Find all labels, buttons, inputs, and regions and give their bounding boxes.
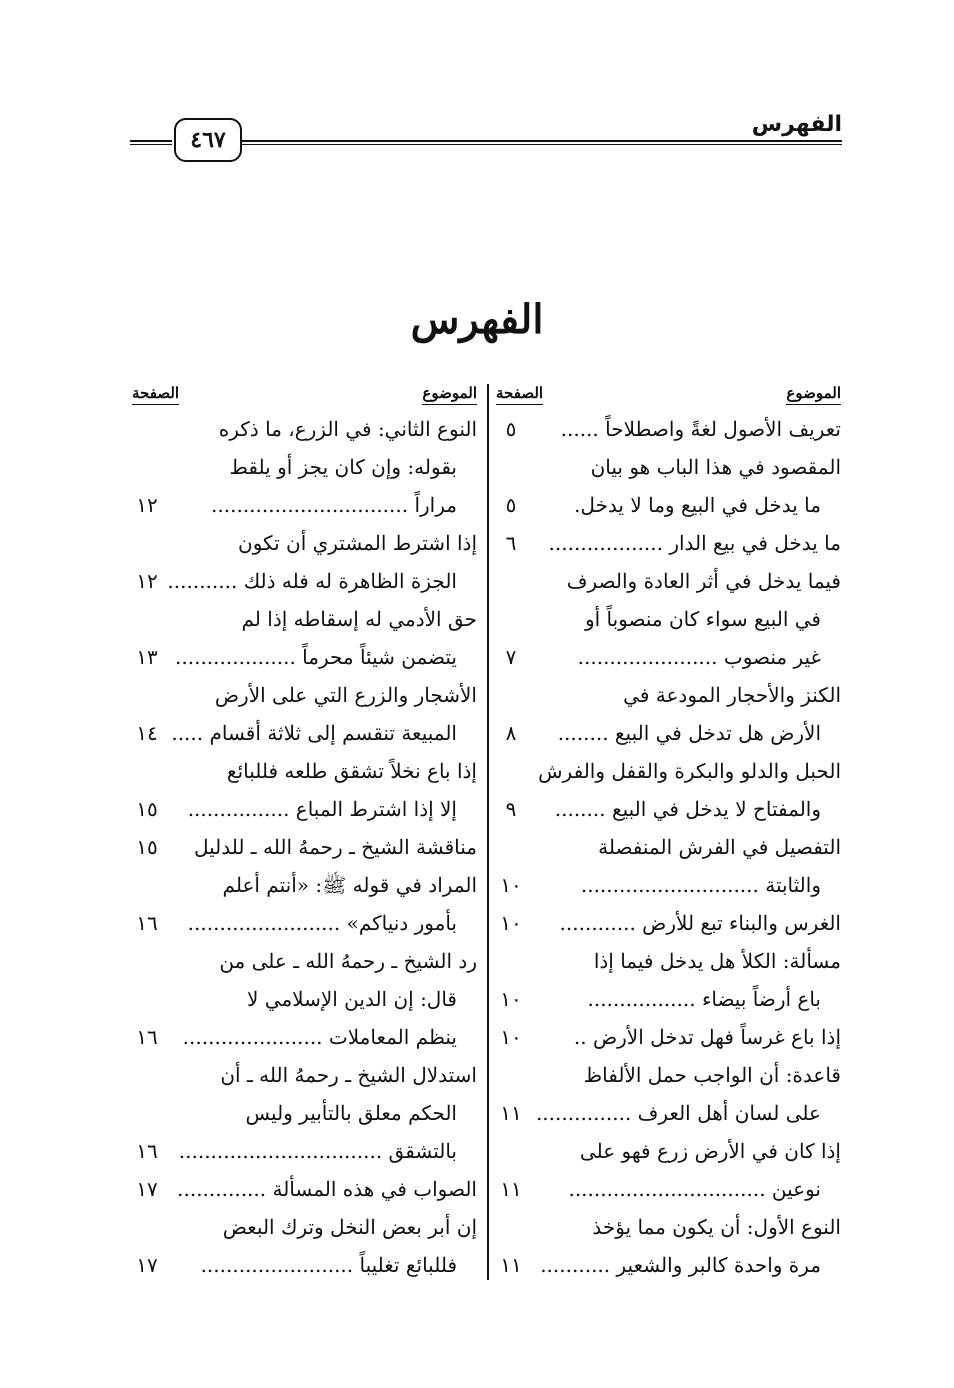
entry-text: الجزة الظاهرة له فله ذلك ...........	[167, 569, 457, 593]
column-header	[496, 380, 841, 410]
entry-text: حق الأدمي له إسقاطه إذا لم	[241, 607, 477, 631]
topic-header: الموضوع	[422, 384, 477, 405]
entry-text: قال: إن الدين الإسلامي لا	[247, 987, 457, 1011]
index-entry	[132, 524, 477, 600]
entry-line	[132, 1018, 477, 1056]
column-header	[132, 380, 477, 410]
entry-text: على لسان أهل العرف ...............	[535, 1101, 821, 1125]
entry-text: فيما يدخل في أثر العادة والصرف	[566, 569, 841, 593]
header-rule-right	[240, 140, 842, 145]
column-divider	[487, 384, 489, 1280]
entry-line	[132, 524, 477, 562]
entry-text: المبيعة تنقسم إلى ثلاثة أقسام .....	[171, 721, 457, 745]
entry-page-number: ٨	[505, 721, 517, 745]
entry-text: تعريف الأصول لغةً واصطلاحاً ......	[560, 417, 841, 441]
index-entry	[132, 1170, 477, 1208]
entry-text: بقوله: وإن كان يجز أو يلقط	[229, 455, 457, 479]
entry-text: ما يدخل في البيع وما لا يدخل.	[574, 493, 821, 517]
entry-line	[132, 676, 477, 714]
index-entry	[496, 828, 841, 904]
entry-line	[496, 562, 841, 600]
index-column-right	[496, 380, 841, 1284]
entry-text: المقصود في هذا الباب هو بيان	[590, 455, 841, 479]
index-entry	[132, 600, 477, 676]
entry-page-number: ١٥	[136, 835, 158, 859]
entry-page-number: ١٦	[136, 1139, 158, 1163]
entry-page-number: ٩	[505, 797, 517, 821]
entry-text: مرة واحدة كالبر والشعير ...........	[540, 1253, 821, 1277]
entry-text: مناقشة الشيخ ـ رحمهُ الله ـ للدليل	[193, 835, 477, 859]
entry-line	[496, 714, 841, 752]
entry-line	[496, 942, 841, 980]
entry-line	[132, 1056, 477, 1094]
entry-line	[132, 1246, 477, 1284]
entry-line	[132, 942, 477, 980]
index-entry	[132, 1208, 477, 1284]
entry-page-number: ١٥	[136, 797, 158, 821]
entry-line	[496, 1170, 841, 1208]
index-entry	[496, 1056, 841, 1132]
index-entry	[132, 828, 477, 866]
entry-line	[496, 1132, 841, 1170]
entry-page-number: ١٠	[500, 911, 522, 935]
entry-text: إن أبر بعض النخل وترك البعض	[222, 1215, 477, 1239]
entry-text: ينظم المعاملات ......................	[182, 1025, 457, 1049]
entry-page-number: ١٠	[500, 1025, 522, 1049]
entry-page-number: ١٢	[136, 493, 158, 517]
entry-line	[132, 486, 477, 524]
entry-text: الأرض هل تدخل في البيع ........	[557, 721, 821, 745]
entry-line	[132, 600, 477, 638]
index-entry	[496, 1018, 841, 1056]
entry-text: إذا باع نخلاً تشقق طلعه فللبائع	[226, 759, 477, 783]
entry-text: ما يدخل في بيع الدار ..................	[548, 531, 841, 555]
running-title: الفهرس	[751, 112, 842, 137]
entry-line	[132, 638, 477, 676]
entry-page-number: ١٦	[136, 911, 158, 935]
entry-text: المراد في قوله ﷺ: «أنتم أعلم	[222, 873, 477, 897]
entry-line	[496, 866, 841, 904]
entry-text: الحبل والدلو والبكرة والقفل والفرش	[538, 759, 841, 783]
entry-line	[132, 1094, 477, 1132]
entry-page-number: ١٦	[136, 1025, 158, 1049]
entry-line	[132, 828, 477, 866]
entry-line	[496, 448, 841, 486]
page-title: الفهرس	[410, 296, 544, 343]
page-header: الصفحة	[132, 384, 179, 405]
entry-line	[496, 638, 841, 676]
index-entry	[496, 562, 841, 676]
entry-text: إذا اشترط المشتري أن تكون	[238, 531, 477, 555]
entry-page-number: ١٤	[136, 721, 158, 745]
entry-line	[132, 980, 477, 1018]
index-entry	[132, 676, 477, 752]
entry-text: غير منصوب ......................	[577, 645, 821, 669]
entry-page-number: ١١	[500, 1101, 522, 1125]
entry-page-number: ١١	[500, 1253, 522, 1277]
entry-page-number: ١٣	[136, 645, 158, 669]
entry-line	[132, 790, 477, 828]
entry-line	[496, 980, 841, 1018]
index-entry	[132, 1056, 477, 1170]
entry-page-number: ٦	[505, 531, 517, 555]
entry-page-number: ١٠	[500, 873, 522, 897]
entry-line	[496, 828, 841, 866]
page-header: الصفحة	[496, 384, 543, 405]
entry-text: مسألة: الكلأ هل يدخل فيما إذا	[593, 949, 841, 973]
entry-page-number: ١٧	[136, 1177, 158, 1201]
entry-text: مراراً ...............................	[211, 493, 457, 517]
entry-page-number: ١١	[500, 1177, 522, 1201]
entry-text: قاعدة: أن الواجب حمل الألفاظ	[583, 1063, 841, 1087]
entry-text: الأشجار والزرع التي على الأرض	[214, 683, 477, 707]
entry-line	[132, 714, 477, 752]
entry-line	[496, 752, 841, 790]
entry-line	[496, 1056, 841, 1094]
entry-line	[496, 790, 841, 828]
entry-line	[132, 410, 477, 448]
entry-text: والثابتة ............................	[580, 873, 821, 897]
entry-text: الحكم معلق بالتأبير وليس	[245, 1101, 457, 1125]
index-entry	[496, 410, 841, 448]
entry-page-number: ٥	[505, 417, 517, 441]
entry-line	[132, 904, 477, 942]
entry-line	[496, 676, 841, 714]
entry-text: استدلال الشيخ ـ رحمهُ الله ـ أن	[220, 1063, 477, 1087]
entry-line	[132, 1132, 477, 1170]
entry-text: بالتشقق ................................	[178, 1139, 457, 1163]
entry-line	[496, 1094, 841, 1132]
page-number: ٤٦٧	[174, 118, 242, 162]
entry-text: الغرس والبناء تبع للأرض ............	[559, 911, 841, 935]
entry-text: بأمور دنياكم» ........................	[187, 911, 457, 935]
entry-line	[132, 752, 477, 790]
entry-text: فللبائع تغليباً ........................	[200, 1253, 457, 1277]
index-entry	[496, 1132, 841, 1208]
entry-page-number: ١٢	[136, 569, 158, 593]
entry-line	[496, 1018, 841, 1056]
index-entries	[496, 410, 841, 1284]
entry-line	[132, 1170, 477, 1208]
entry-line	[496, 486, 841, 524]
entry-line	[496, 600, 841, 638]
entry-line	[132, 562, 477, 600]
entry-text: والمفتاح لا يدخل في البيع ........	[554, 797, 821, 821]
entry-text: إذا باع غرساً فهل تدخل الأرض ..	[573, 1025, 841, 1049]
entry-line	[496, 904, 841, 942]
entry-text: رد الشيخ ـ رحمهُ الله ـ على من	[219, 949, 477, 973]
entry-text: التفصيل في الفرش المنفصلة	[598, 835, 841, 859]
index-column-left	[132, 380, 477, 1284]
entry-text: يتضمن شيئاً محرماً ...................	[175, 645, 457, 669]
index-entry	[496, 524, 841, 562]
index-entry	[132, 410, 477, 524]
entry-text: إذا كان في الأرض زرع فهو على	[579, 1139, 841, 1163]
index-entry	[132, 942, 477, 1056]
entry-text: نوعين ...............................	[568, 1177, 821, 1201]
running-header	[130, 112, 842, 156]
index-entries	[132, 410, 477, 1284]
entry-line	[132, 1208, 477, 1246]
entry-text: في البيع سواء كان منصوباً أو	[584, 607, 821, 631]
entry-page-number: ١٠	[500, 987, 522, 1011]
entry-line	[496, 1208, 841, 1246]
index-entry	[496, 904, 841, 942]
entry-text: النوع الثاني: في الزرع، ما ذكره	[218, 417, 477, 441]
index-entry	[132, 866, 477, 942]
entry-text: باع أرضاً بيضاء .................	[587, 987, 821, 1011]
entry-page-number: ٥	[505, 493, 517, 517]
entry-line	[496, 524, 841, 562]
entry-page-number: ١٧	[136, 1253, 158, 1277]
entry-line	[496, 1246, 841, 1284]
index-entry	[496, 448, 841, 524]
entry-text: الصواب في هذه المسألة ..............	[177, 1177, 477, 1201]
header-rule-left	[130, 140, 172, 145]
entry-text: الكنز والأحجار المودعة في	[623, 683, 841, 707]
entry-text: إلا إذا اشترط المباع ................	[187, 797, 457, 821]
entry-line	[132, 866, 477, 904]
topic-header: الموضوع	[786, 384, 841, 405]
index-entry	[496, 942, 841, 1018]
entry-page-number: ٧	[505, 645, 517, 669]
entry-line	[496, 410, 841, 448]
index-entry	[496, 1208, 841, 1284]
entry-text: النوع الأول: أن يكون مما يؤخذ	[592, 1215, 841, 1239]
index-entry	[496, 752, 841, 828]
entry-line	[132, 448, 477, 486]
index-entry	[132, 752, 477, 828]
index-entry	[496, 676, 841, 752]
